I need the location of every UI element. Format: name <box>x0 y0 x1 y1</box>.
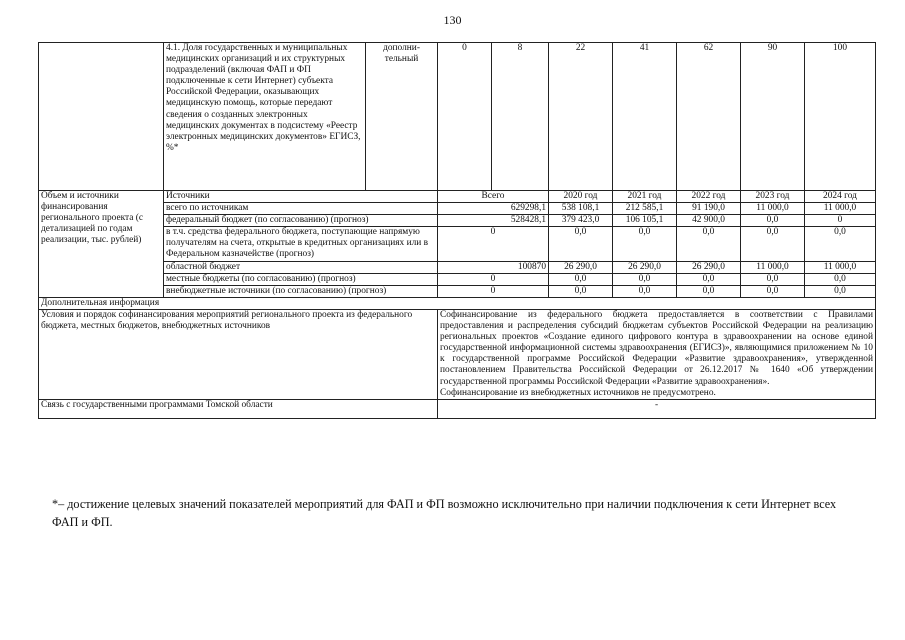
cofinancing-row <box>39 309 876 399</box>
financing-value: 0,0 <box>549 285 613 297</box>
financing-row <box>39 203 876 215</box>
financing-header-sources: Источники <box>164 191 438 203</box>
financing-header-row <box>39 191 876 203</box>
financing-value: 11 000,0 <box>741 261 805 273</box>
financing-total: 0 <box>438 273 549 285</box>
financing-header-year: 2023 год <box>741 191 805 203</box>
financing-total: 528428,1 <box>438 215 549 227</box>
financing-source: местные бюджеты (по согласованию) (прогноз) <box>164 273 438 285</box>
financing-row <box>39 261 876 273</box>
financing-value: 0,0 <box>741 227 805 261</box>
financing-value: 0,0 <box>677 227 741 261</box>
financing-value: 11 000,0 <box>805 203 876 215</box>
financing-source: внебюджетные источники (по согласованию) (прогноз) <box>164 285 438 297</box>
indicator-name: 4.1. Доля государственных и муниципальных медицинских организаций и их структурных подразделений (включая ФАП и ФП подключенные к сети Интернет) субъекта Российской Федерации, оказывающих медицинскую помощь, которые передают сведения о созданных электронных медицинских документах в подсистему «Реестр электронных медицинских документов» ЕГИСЗ, %* <box>164 43 366 191</box>
project-table <box>38 42 876 419</box>
financing-value: 0,0 <box>741 215 805 227</box>
footnote: *– достижение целевых значений показателей мероприятий для ФАП и ФП возможно исключительно при наличии подключения к сети Интернет всех ФАП и ФП. <box>52 497 837 529</box>
financing-source: всего по источникам <box>164 203 438 215</box>
financing-total: 0 <box>438 227 549 261</box>
financing-value: 0,0 <box>677 273 741 285</box>
financing-value: 26 290,0 <box>549 261 613 273</box>
indicator-value: 62 <box>677 43 741 191</box>
financing-header-year: 2022 год <box>677 191 741 203</box>
financing-value: 0,0 <box>677 285 741 297</box>
financing-value: 0,0 <box>741 273 805 285</box>
indicator-value: 90 <box>741 43 805 191</box>
financing-value: 0,0 <box>613 285 677 297</box>
financing-value: 0,0 <box>805 273 876 285</box>
indicator-value: 41 <box>613 43 677 191</box>
financing-value: 379 423,0 <box>549 215 613 227</box>
financing-row <box>39 285 876 297</box>
financing-total: 629298,1 <box>438 203 549 215</box>
financing-header-total: Всего <box>438 191 549 203</box>
page-number: 130 <box>443 13 462 27</box>
financing-header-year: 2020 год <box>549 191 613 203</box>
financing-source: в т.ч. средства федерального бюджета, поступающие напрямую получателям на счета, открытые в кредитных организациях или в Федеральном казначействе (прогноз) <box>164 227 438 261</box>
additional-info-heading: Дополнительная информация <box>39 297 876 309</box>
empty-cell <box>39 43 164 191</box>
financing-value: 0,0 <box>549 227 613 261</box>
programs-row <box>39 399 876 418</box>
financing-value: 26 290,0 <box>613 261 677 273</box>
financing-row <box>39 227 876 261</box>
financing-value: 26 290,0 <box>677 261 741 273</box>
indicator-value: 0 <box>438 43 492 191</box>
programs-label: Связь с государственными программами Томской области <box>39 399 438 418</box>
financing-source: федеральный бюджет (по согласованию) (прогноз) <box>164 215 438 227</box>
programs-value: - <box>438 399 876 418</box>
financing-value: 0,0 <box>805 285 876 297</box>
financing-value: 0,0 <box>741 285 805 297</box>
financing-header-year: 2021 год <box>613 191 677 203</box>
cofinancing-text <box>438 309 876 399</box>
indicator-value: 22 <box>549 43 613 191</box>
financing-value: 0,0 <box>613 227 677 261</box>
financing-label: Объем и источники финансирования регионального проекта (с детализацией по годам реализации, тыс. рублей) <box>39 191 164 298</box>
financing-value: 11 000,0 <box>741 203 805 215</box>
financing-value: 212 585,1 <box>613 203 677 215</box>
financing-value: 0,0 <box>805 227 876 261</box>
cofinancing-paragraph: Софинансирование из внебюджетных источников не предусмотрено. <box>440 387 716 398</box>
additional-info-row <box>39 297 876 309</box>
cofinancing-paragraph: Софинансирование из федерального бюджета предоставляется в соответствии с Правилами предоставления и распределения субсидий бюджетам субъектов Российской Федерации на реализацию региональных проектов «Создание единого цифрового контура в здравоохранении на основе единой государственной информационной системы здравоохранения (ЕГИСЗ)», являющимися приложением № 10 к государственной программе Российской Федерации «Развитие здравоохранения», утвержденной постановлением Правительства Российской Федерации от 26.12.2017 № 1640 «Об утверждении государственной программы Российской Федерации «Развитие здравоохранения». <box>440 309 873 387</box>
cofinancing-label: Условия и порядок софинансирования мероприятий регионального проекта из федерального бюджета, местных бюджетов, внебюджетных источников <box>39 309 438 399</box>
financing-value: 42 900,0 <box>677 215 741 227</box>
financing-source: областной бюджет <box>164 261 438 273</box>
financing-value: 0,0 <box>613 273 677 285</box>
indicator-value: 8 <box>492 43 549 191</box>
financing-value: 538 108,1 <box>549 203 613 215</box>
financing-row <box>39 215 876 227</box>
financing-header-year: 2024 год <box>805 191 876 203</box>
financing-total: 100870 <box>438 261 549 273</box>
financing-row <box>39 273 876 285</box>
financing-value: 0 <box>805 215 876 227</box>
financing-total: 0 <box>438 285 549 297</box>
indicator-value: 100 <box>805 43 876 191</box>
indicator-type: дополни-тельный <box>366 43 438 191</box>
indicator-row <box>39 43 876 191</box>
financing-value: 11 000,0 <box>805 261 876 273</box>
financing-value: 91 190,0 <box>677 203 741 215</box>
financing-value: 106 105,1 <box>613 215 677 227</box>
financing-value: 0,0 <box>549 273 613 285</box>
